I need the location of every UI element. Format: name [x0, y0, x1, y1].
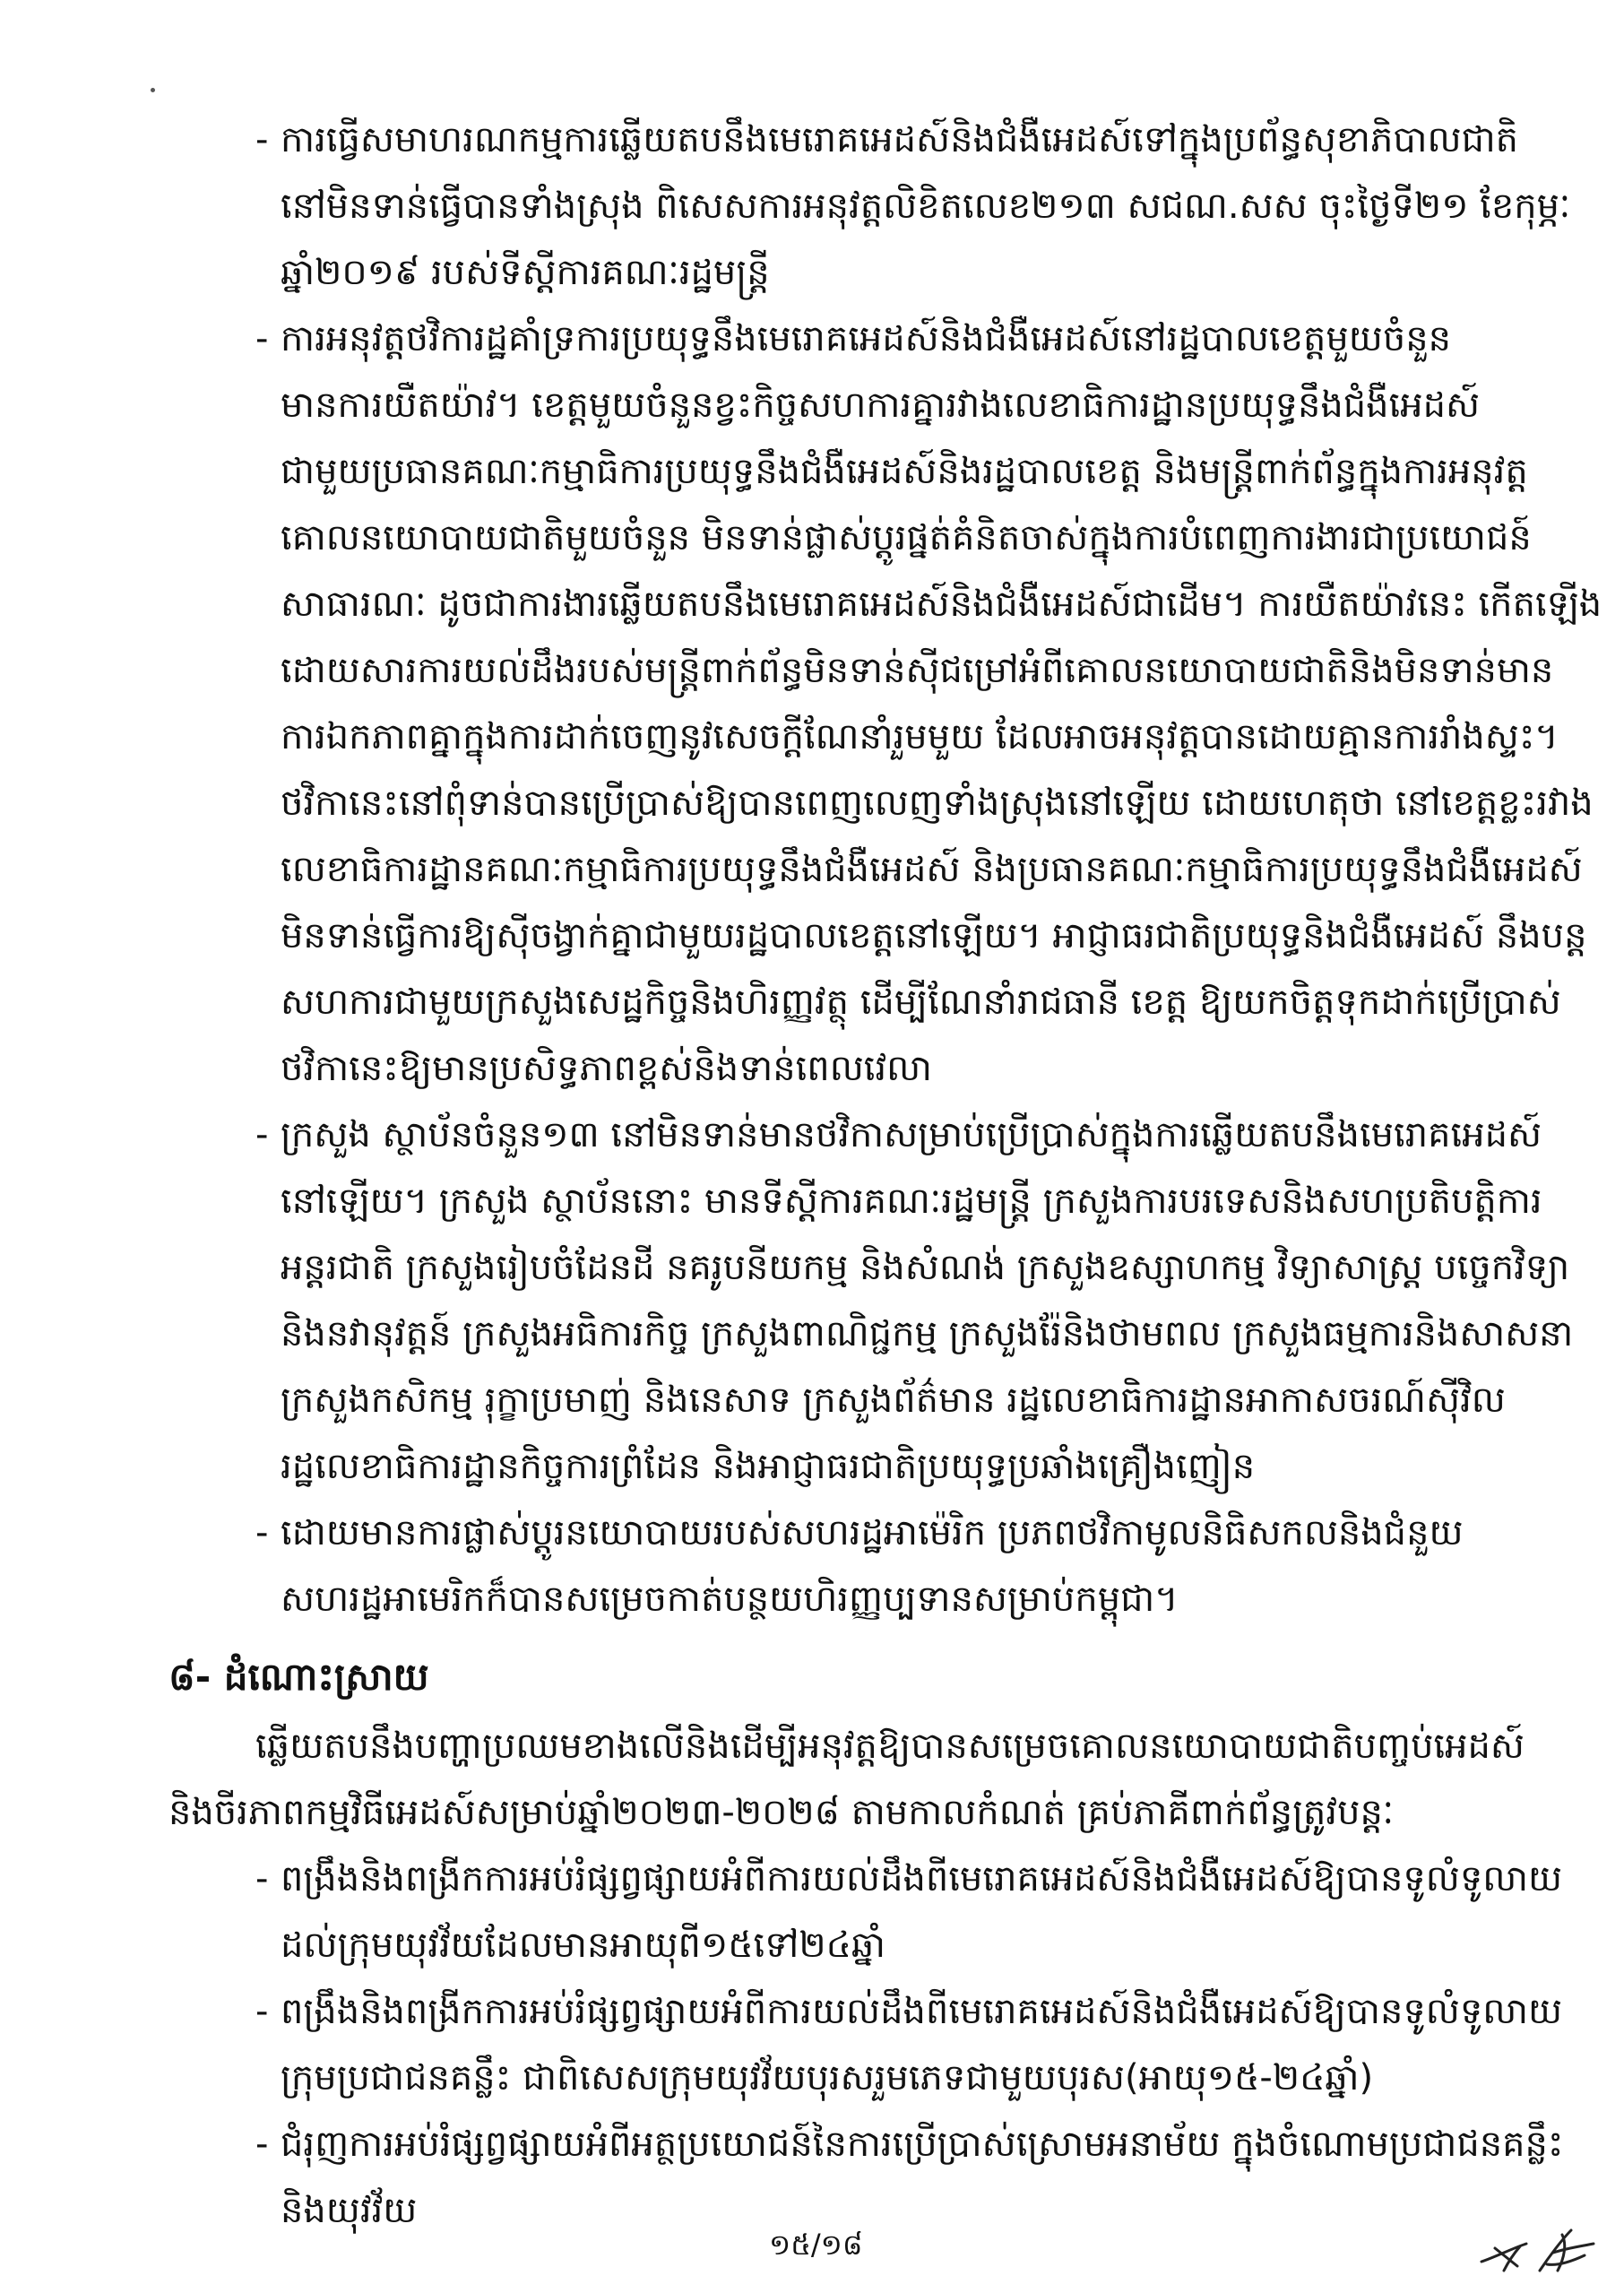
text-line: ជាមួយប្រធានគណៈកម្មាធិការប្រយុទ្ធនឹងជំងឺអេដស៍និងរដ្ឋបាលខេត្ត និងមន្ត្រីពាក់ព័ន្ធក្នុងការអនុវត្ត — [281, 451, 1528, 492]
text-line: នៅមិនទាន់ធ្វើបានទាំងស្រុង ពិសេសការអនុវត្តលិខិតលេខ២១៣ សជណ.សស ចុះថ្ងៃទី២១ ខែកុម្ភៈ — [281, 186, 1571, 227]
text-line: និងនវានុវត្តន៍ ក្រសួងអធិការកិច្ច ក្រសួងពាណិជ្ជកម្ម ក្រសួងរ៉ែនិងថាមពល ក្រសួងធម្មការនិងសាសនា — [281, 1313, 1574, 1354]
text-line: រដ្ឋលេខាធិការដ្ឋានកិច្ចការព្រំដែន និងអាជ្ញាធរជាតិប្រយុទ្ធប្រឆាំងគ្រឿងញៀន — [281, 1446, 1256, 1487]
text-line: ក្រសួង ស្ថាប័នចំនួន១៣ នៅមិនទាន់មានថវិកាសម្រាប់ប្រើប្រាស់ក្នុងការឆ្លើយតបនឹងមេរោគអេដស៍ — [281, 1114, 1542, 1155]
intro-line: និងចីរភាពកម្មវិធីអេដស៍សម្រាប់ឆ្នាំ២០២៣-២០២៨ តាមកាលកំណត់ គ្រប់ភាគីពាក់ព័ន្ធត្រូវបន្តៈ — [168, 1792, 1395, 1833]
bullet-marker: - — [255, 318, 269, 359]
text-line: គោលនយោបាយជាតិមួយចំនួន មិនទាន់ផ្លាស់ប្តូរផ្នត់គំនិតចាស់ក្នុងការបំពេញការងារជាប្រយោជន៍ — [281, 517, 1532, 558]
text-line: ពង្រឹងនិងពង្រីកការអប់រំផ្សព្វផ្សាយអំពីការយល់ដឹងពីមេរោគអេដស៍និងជំងឺអេដស៍ឱ្យបានទូលំទូលាយ — [281, 1991, 1563, 2032]
text-line: មានការយឺតយ៉ាវ។ ខេត្តមួយចំនួនខ្វះកិច្ចសហការគ្នារវាងលេខាធិការដ្ឋានប្រយុទ្ធនឹងជំងឺអេដស៍ — [281, 385, 1481, 426]
text-line: ការធ្វើសមាហរណកម្មការឆ្លើយតបនឹងមេរោគអេដស៍និងជំងឺអេដស៍ទៅក្នុងប្រព័ន្ធសុខាភិបាលជាតិ — [281, 119, 1519, 160]
text-line: មិនទាន់ធ្វើការឱ្យស៊ីចង្វាក់គ្នាជាមួយរដ្ឋបាលខេត្តនៅឡើយ។ អាជ្ញាធរជាតិប្រយុទ្ធនិងជំងឺអេដស៍ នឹងបន្ត — [281, 915, 1587, 956]
section-heading: ៨- ដំណោះស្រាយ — [168, 1655, 429, 1699]
text-line: ថវិកានេះឱ្យមានប្រសិទ្ធភាពខ្ពស់និងទាន់ពេលវេលា — [281, 1048, 932, 1089]
bullet-marker: - — [255, 119, 269, 160]
intro-line: ឆ្លើយតបនឹងបញ្ហាប្រឈមខាងលើនិងដើម្បីអនុវត្តឱ្យបានសម្រេចគោលនយោបាយជាតិបញ្ចប់អេដស៍ — [255, 1726, 1525, 1767]
text-line: ក្រុមប្រជាជនគន្លឹះ ជាពិសេសក្រុមយុវវ័យបុរសរួមភេទជាមួយបុរស(អាយុ១៥-២៤ឆ្នាំ) — [281, 2057, 1374, 2098]
text-line: ពង្រឹងនិងពង្រីកការអប់រំផ្សព្វផ្សាយអំពីការយល់ដឹងពីមេរោគអេដស៍និងជំងឺអេដស៍ឱ្យបានទូលំទូលាយ — [281, 1858, 1563, 1899]
text-line: នៅឡើយ។ ក្រសួង ស្ថាប័ននោះ មានទីស្តីការគណៈរដ្ឋមន្ត្រី ក្រសួងការបរទេសនិងសហប្រតិបត្តិការ — [281, 1181, 1542, 1222]
initials-signature — [1477, 2221, 1602, 2284]
bullet-marker: - — [255, 1512, 269, 1553]
bullet-marker: - — [255, 1991, 269, 2032]
text-line: សហរដ្ឋអាមេរិកក៏បានសម្រេចកាត់បន្ថយហិរញ្ញប្បទានសម្រាប់កម្ពុជា។ — [281, 1579, 1179, 1620]
text-line: លេខាធិការដ្ឋានគណៈកម្មាធិការប្រយុទ្ធនឹងជំងឺអេដស៍ និងប្រធានគណៈកម្មាធិការប្រយុទ្ធនឹងជំងឺអេដស៍ — [281, 849, 1583, 890]
text-line: ការអនុវត្តថវិការដ្ឋគាំទ្រការប្រយុទ្ធនឹងមេរោគអេដស៍និងជំងឺអេដស៍នៅរដ្ឋបាលខេត្តមួយចំនួន — [281, 318, 1452, 359]
text-line: និងយុវវ័យ — [281, 2190, 418, 2231]
text-line: ក្រសួងកសិកម្ម រុក្ខាប្រមាញ់ និងនេសាទ ក្រសួងព័ត៌មាន រដ្ឋលេខាធិការដ្ឋានអាកាសចរណ៍ស៊ីវិល — [281, 1380, 1506, 1421]
bullet-marker: - — [255, 1858, 269, 1899]
text-line: ឆ្នាំ២០១៩ របស់ទីស្តីការគណៈរដ្ឋមន្ត្រី — [281, 252, 770, 293]
bullet-marker: - — [255, 1114, 269, 1155]
text-line: អន្តរជាតិ ក្រសួងរៀបចំដែនដី នគរូបនីយកម្ម និងសំណង់ ក្រសួងឧស្សាហកម្ម វិទ្យាសាស្ត្រ បច្ចេកវិទ្យា — [281, 1247, 1570, 1288]
text-line: ការឯកភាពគ្នាក្នុងការដាក់ចេញនូវសេចក្តីណែនាំរួមមួយ ដែលអាចអនុវត្តបានដោយគ្មានការរាំងស្ទះ។ — [281, 716, 1559, 757]
text-line: ដោយមានការផ្លាស់ប្តូរនយោបាយរបស់សហរដ្ឋអាម៉េរិក ប្រភពថវិកាមូលនិធិសកលនិងជំនួយ — [281, 1512, 1464, 1553]
bullet-marker: - — [255, 2124, 269, 2165]
page-number: ១៥/១៨ — [769, 2228, 863, 2262]
text-line: ថវិកានេះនៅពុំទាន់បានប្រើប្រាស់ឱ្យបានពេញលេញទាំងស្រុងនៅឡើយ ដោយហេតុថា នៅខេត្តខ្លះរវាង — [281, 783, 1594, 824]
text-line: សាធារណៈ ដូចជាការងារឆ្លើយតបនឹងមេរោគអេដស៍និងជំងឺអេដស៍ជាដើម។ ការយឺតយ៉ាវនេះ កើតឡើង — [281, 584, 1602, 625]
text-line: ជំរុញការអប់រំផ្សព្វផ្សាយអំពីអត្ថប្រយោជន៍នៃការប្រើប្រាស់ស្រោមអនាម័យ ក្នុងចំណោមប្រជាជនគន្លឹះ — [281, 2124, 1564, 2165]
scan-speck — [151, 88, 155, 92]
text-line: ដោយសារការយល់ដឹងរបស់មន្ត្រីពាក់ព័ន្ធមិនទាន់ស៊ីជម្រៅអំពីគោលនយោបាយជាតិនិងមិនទាន់មាន — [281, 650, 1554, 691]
text-line: សហការជាមួយក្រសួងសេដ្ឋកិច្ចនិងហិរញ្ញវត្ថុ ដើម្បីណែនាំរាជធានី ខេត្ត ឱ្យយកចិត្តទុកដាក់ប្រើប្រាស់ — [281, 982, 1561, 1023]
text-line: ដល់ក្រុមយុវវ័យដែលមានអាយុពី១៥ទៅ២៤ឆ្នាំ — [281, 1925, 885, 1966]
